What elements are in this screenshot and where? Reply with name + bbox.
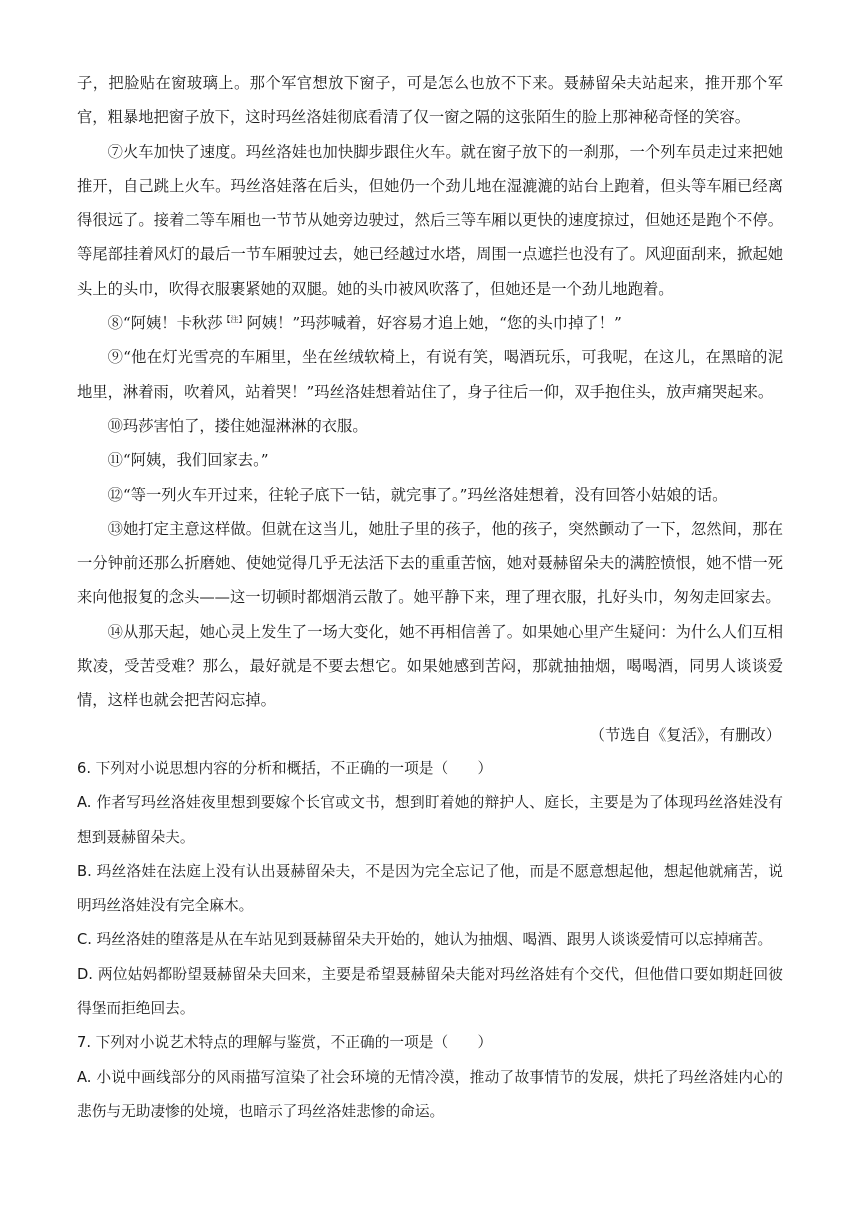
question-6-option-a: A. 作者写玛丝洛娃夜里想到要嫁个长官或文书，想到盯着她的辩护人、庭长，主要是为了体现玛丝洛娃没有想到聂赫留朵夫。 — [77, 794, 783, 846]
page-content — [77, 66, 783, 1129]
paragraph-8 — [77, 306, 783, 340]
question-6-stem: 6. 下列对小说思想内容的分析和概括，不正确的一项是（ ） — [77, 759, 493, 777]
paragraph-8-part-2: 阿姨！”玛莎喊着，好容易才追上她，“您的头巾掉了！” — [246, 314, 622, 333]
paragraph-13: ⑬她打定主意这样做。但就在这当儿，她肚子里的孩子，他的孩子，突然颤动了一下，忽然间，那在一分钟前还那么折磨她、使她觉得几乎无法活下去的重重苦恼，她对聂赫留朵夫的满腔愤恨，她不惜一死来向他报复的念头——这一切顿时都烟消云散了。她平静下来，理了理衣服，扎好头巾，匆匆走回家去。 — [77, 519, 783, 607]
paragraph-14: ⑭从那天起，她心灵上发生了一场大变化，她不再相信善了。如果她心里产生疑问：为什么人们互相欺凌，受苦受难？那么，最好就是不要去想它。如果她感到苦闷，那就抽抽烟，喝喝酒，同男人谈谈爱情，这样也就会把苦闷忘掉。 — [77, 622, 783, 710]
paragraph-10: ⑩玛莎害怕了，搂住她湿淋淋的衣服。 — [107, 416, 368, 435]
question-6-option-d: D. 两位姑妈都盼望聂赫留朵夫回来，主要是希望聂赫留朵夫能对玛丝洛娃有个交代，但他借口要如期赶回彼得堡而拒绝回去。 — [77, 965, 783, 1018]
paragraph-11: ⑪“阿姨，我们回家去。” — [107, 451, 269, 470]
question-7-option-a: A. 小说中画线部分的风雨描写渲染了社会环境的无情冷漠，推动了故事情节的发展，烘托了玛丝洛娃内心的悲伤与无助凄惨的处境，也暗示了玛丝洛娃悲惨的命运。 — [77, 1068, 783, 1120]
paragraph-7: ⑦火车加快了速度。玛丝洛娃也加快脚步跟住火车。就在窗子放下的一刹那，一个列车员走过来把她推开，自己跳上火车。玛丝洛娃落在后头，但她仍一个劲儿地在湿漉漉的站台上跑着，但头等车厢已经离得很远了。接着二等车厢也一节节从她旁边驶过，然后三等车厢以更快的速度掠过，但她还是跑个不停。等尾部挂着风灯的最后一节车厢驶过去，她已经越过水塔，周围一点遮拦也没有了。风迎面刮来，掀起她头上的头巾，吹得衣服裹紧她的双腿。她的头巾被风吹落了，但她还是一个劲儿地跑着。 — [77, 142, 783, 298]
source-citation: （节选自《复活》，有删改） — [589, 725, 781, 744]
question-7-stem: 7. 下列对小说艺术特点的理解与鉴赏，不正确的一项是（ ） — [77, 1034, 493, 1052]
footnote-marker: 【注】 — [222, 314, 247, 324]
question-6-option-b: B. 玛丝洛娃在法庭上没有认出聂赫留朵夫，不是因为完全忘记了他，而是不愿意想起他，想起他就痛苦，说明玛丝洛娃没有完全麻木。 — [77, 862, 783, 915]
paragraph-8-part-1: ⑧“阿姨！卡秋莎 — [107, 314, 223, 333]
question-6-option-c: C. 玛丝洛娃的堕落是从在车站见到聂赫留朵夫开始的，她认为抽烟、喝酒、跟男人谈谈爱情可以忘掉痛苦。 — [77, 931, 773, 949]
paragraph-9: ⑨“他在灯光雪亮的车厢里，坐在丝绒软椅上，有说有笑，喝酒玩乐，可我呢，在这儿，在黑暗的泥地里，淋着雨，吹着风，站着哭！”玛丝洛娃想着站住了，身子往后一仰，双手抱住头，放声痛哭起来。 — [77, 348, 783, 401]
paragraph-12: ⑫“等一列火车开过来，往轮子底下一钻，就完事了。”玛丝洛娃想着，没有回答小姑娘的话。 — [107, 485, 728, 504]
paragraph-6-continued: 子，把脸贴在窗玻璃上。那个军官想放下窗子，可是怎么也放不下来。聂赫留朵夫站起来，推开那个军官，粗暴地把窗子放下，这时玛丝洛娃彻底看清了仅一窗之隔的这张陌生的脸上那神秘奇怪的笑容。 — [77, 74, 783, 127]
